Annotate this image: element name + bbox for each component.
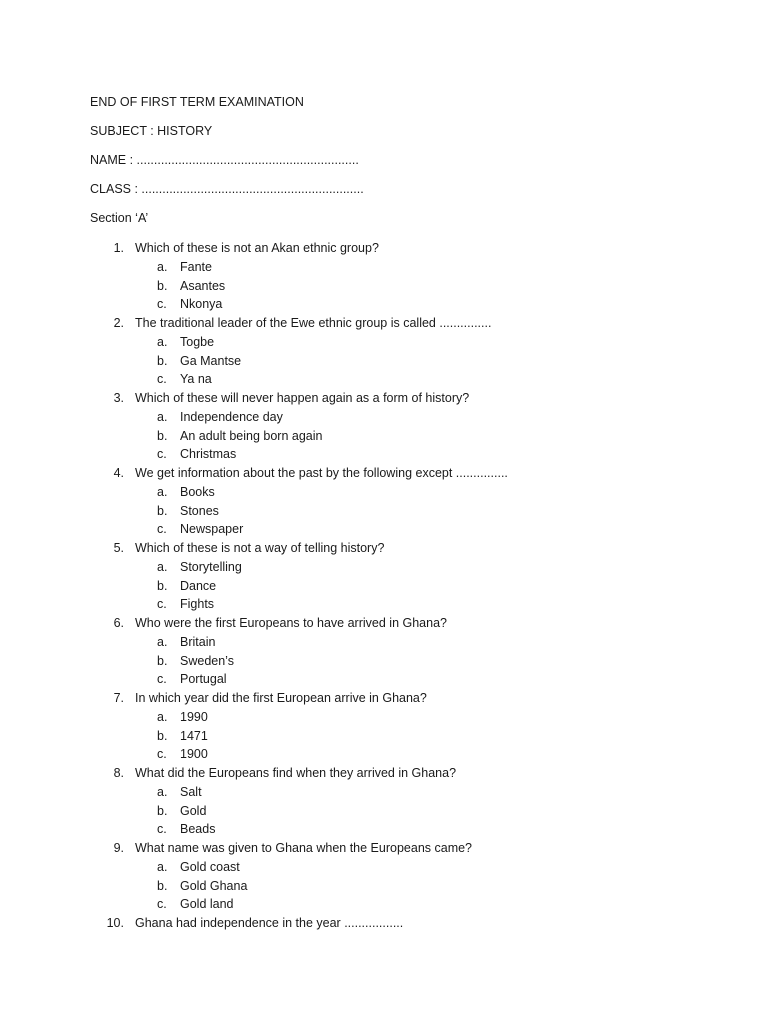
- question-item: [0, 389, 768, 408]
- answer-option: [0, 577, 768, 596]
- question-number: 1.: [113, 241, 124, 255]
- option-letter: c.: [157, 597, 167, 612]
- question-number: 6.: [113, 616, 124, 630]
- option-text: Fights: [180, 597, 215, 612]
- answer-option: [0, 277, 768, 296]
- option-letter: c.: [157, 372, 167, 387]
- option-letter: a.: [157, 784, 168, 799]
- answer-option: [0, 633, 768, 652]
- option-text: Books: [180, 484, 215, 499]
- answer-option: [0, 258, 768, 277]
- option-text: Asantes: [180, 278, 226, 293]
- option-letter: c.: [157, 747, 167, 762]
- option-text: Portugal: [180, 672, 227, 687]
- option-letter: a.: [157, 334, 168, 349]
- option-letter: b.: [157, 728, 168, 743]
- option-letter: a.: [157, 709, 168, 724]
- question-item: [0, 914, 768, 933]
- answer-option: [0, 820, 768, 839]
- option-text: Salt: [180, 784, 202, 799]
- option-text: Dance: [180, 578, 217, 593]
- question-item: [0, 314, 768, 333]
- question-text: Which of these is not an Akan ethnic group?: [135, 241, 379, 255]
- option-letter: a.: [157, 409, 168, 424]
- answer-option: [0, 520, 768, 539]
- exam-title: END OF FIRST TERM EXAMINATION: [90, 95, 304, 109]
- option-text: Gold land: [180, 897, 234, 912]
- option-text: Ya na: [180, 372, 212, 387]
- option-letter: b.: [157, 428, 168, 443]
- section-heading: Section ‘A’: [90, 211, 149, 225]
- question-number: 4.: [113, 466, 124, 480]
- option-text: Storytelling: [180, 559, 242, 574]
- option-letter: c.: [157, 297, 167, 312]
- option-text: 1471: [180, 728, 208, 743]
- question-number: 7.: [113, 691, 124, 705]
- question-text: The traditional leader of the Ewe ethnic group is called ...............: [135, 316, 492, 330]
- question-text: Which of these is not a way of telling history?: [135, 541, 385, 555]
- answer-option: [0, 502, 768, 521]
- answer-option: [0, 445, 768, 464]
- question-number: 10.: [106, 916, 124, 930]
- option-text: Christmas: [180, 447, 237, 462]
- question-text: Which of these will never happen again as a form of history?: [135, 391, 470, 405]
- question-number: 2.: [113, 316, 124, 330]
- question-item: [0, 839, 768, 858]
- option-letter: c.: [157, 897, 167, 912]
- question-number: 8.: [113, 766, 124, 780]
- answer-option: [0, 333, 768, 352]
- option-letter: b.: [157, 353, 168, 368]
- option-letter: a.: [157, 259, 168, 274]
- answer-option: [0, 877, 768, 896]
- subject-line: SUBJECT : HISTORY: [90, 124, 213, 138]
- option-text: Gold Ghana: [180, 878, 248, 893]
- option-letter: c.: [157, 822, 167, 837]
- question-text: In which year did the first European arrive in Ghana?: [135, 691, 427, 705]
- option-letter: c.: [157, 672, 167, 687]
- option-text: Britain: [180, 634, 216, 649]
- question-text: Who were the first Europeans to have arrived in Ghana?: [135, 616, 447, 630]
- option-letter: a.: [157, 634, 168, 649]
- option-text: Stones: [180, 503, 219, 518]
- question-item: [0, 239, 768, 258]
- option-letter: a.: [157, 559, 168, 574]
- option-text: Newspaper: [180, 522, 244, 537]
- option-text: Gold: [180, 803, 207, 818]
- answer-option: [0, 727, 768, 746]
- option-letter: b.: [157, 503, 168, 518]
- name-field-line: NAME : ................................................................: [90, 153, 359, 167]
- question-text: We get information about the past by the following except ...............: [135, 466, 508, 480]
- question-item: [0, 464, 768, 483]
- answer-option: [0, 652, 768, 671]
- option-letter: c.: [157, 522, 167, 537]
- option-text: Beads: [180, 822, 216, 837]
- option-letter: b.: [157, 653, 168, 668]
- question-text: What name was given to Ghana when the Europeans came?: [135, 841, 473, 855]
- option-text: Ga Mantse: [180, 353, 242, 368]
- answer-option: [0, 408, 768, 427]
- option-letter: a.: [157, 484, 168, 499]
- answer-option: [0, 483, 768, 502]
- answer-option: [0, 708, 768, 727]
- option-text: Nkonya: [180, 297, 223, 312]
- question-list: [0, 239, 768, 933]
- question-item: [0, 764, 768, 783]
- option-letter: b.: [157, 803, 168, 818]
- option-letter: c.: [157, 447, 167, 462]
- class-field-line: CLASS : ................................................................: [90, 182, 364, 196]
- question-number: 9.: [113, 841, 124, 855]
- option-text: An adult being born again: [180, 428, 323, 443]
- answer-option: [0, 352, 768, 371]
- question-text: What did the Europeans find when they arrived in Ghana?: [135, 766, 457, 780]
- answer-option: [0, 858, 768, 877]
- answer-option: [0, 670, 768, 689]
- option-text: Fante: [180, 259, 212, 274]
- answer-option: [0, 783, 768, 802]
- option-text: Togbe: [180, 334, 215, 349]
- answer-option: [0, 745, 768, 764]
- answer-option: [0, 895, 768, 914]
- option-letter: b.: [157, 278, 168, 293]
- question-text: Ghana had independence in the year .................: [135, 916, 404, 930]
- answer-option: [0, 295, 768, 314]
- option-letter: a.: [157, 859, 168, 874]
- question-item: [0, 614, 768, 633]
- answer-option: [0, 802, 768, 821]
- question-item: [0, 689, 768, 708]
- option-text: Independence day: [180, 409, 283, 424]
- answer-option: [0, 370, 768, 389]
- answer-option: [0, 427, 768, 446]
- answer-option: [0, 595, 768, 614]
- option-text: 1990: [180, 709, 208, 724]
- question-number: 3.: [113, 391, 124, 405]
- option-text: 1900: [180, 747, 208, 762]
- option-text: Gold coast: [180, 859, 240, 874]
- option-letter: b.: [157, 878, 168, 893]
- question-number: 5.: [113, 541, 124, 555]
- option-text: Sweden’s: [180, 653, 234, 668]
- option-letter: b.: [157, 578, 168, 593]
- question-item: [0, 539, 768, 558]
- answer-option: [0, 558, 768, 577]
